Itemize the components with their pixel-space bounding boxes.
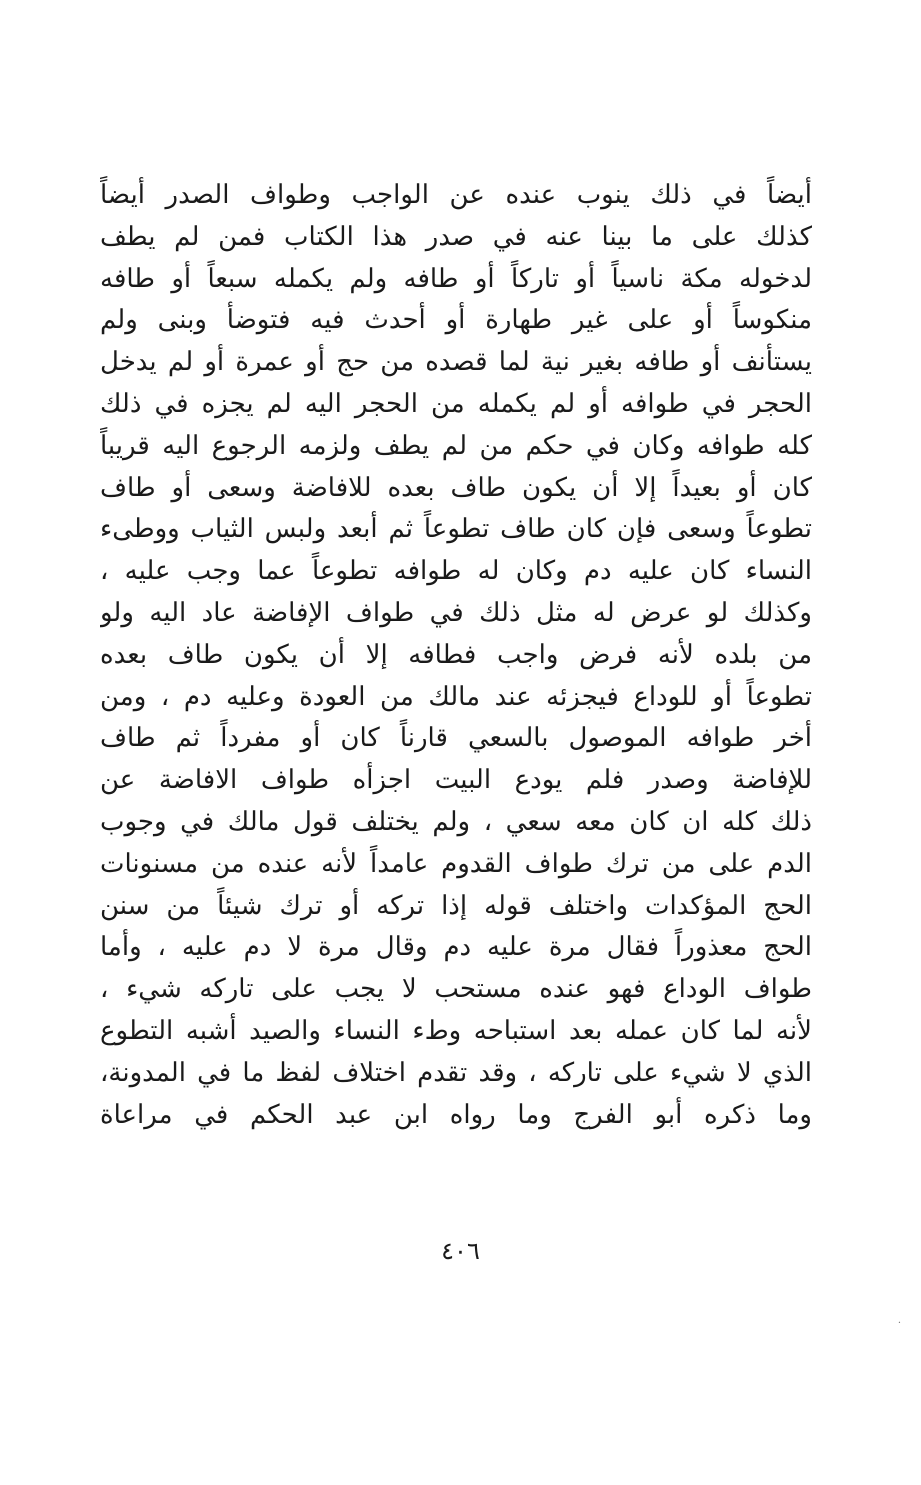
text-line: للإفاضة وصدر فلم يودع البيت اجزأه طواف الافاضة عن: [100, 765, 812, 796]
text-line: الحج معذوراً فقال مرة عليه دم وقال مرة لا دم عليه ، وأما: [100, 932, 812, 963]
scan-speck: ·: [897, 1318, 901, 1329]
text-line: طواف الوداع فهو عنده مستحب لا يجب على تاركه شيء ،: [100, 974, 812, 1005]
text-line: تطوعاً وسعى فإن كان طاف تطوعاً ثم أبعد ولبس الثياب ووطىء: [100, 514, 812, 545]
text-line: الذي لا شيء على تاركه ، وقد تقدم اختلاف لفظ ما في المدونة،: [100, 1057, 812, 1088]
text-line: من بلده لأنه فرض واجب فطافه إلا أن يكون طاف بعده: [100, 639, 812, 670]
text-line: يستأنف أو طافه بغير نية لما قصده من حج أو عمرة أو لم يدخل: [100, 347, 812, 378]
text-line: ذلك كله ان كان معه سعي ، ولم يختلف قول مالك في وجوب: [100, 806, 812, 837]
text-line: أخر طوافه الموصول بالسعي قارناً كان أو مفرداً ثم طاف: [100, 723, 812, 754]
page-number: ٤٠٦: [441, 1237, 480, 1265]
text-line: وكذلك لو عرض له مثل ذلك في طواف الإفاضة عاد اليه ولو: [100, 597, 812, 628]
text-line: أيضاً في ذلك ينوب عنده عن الواجب وطواف الصدر أيضاً: [100, 180, 812, 210]
text-line: لدخوله مكة ناسياً أو تاركاً أو طافه ولم يكمله سبعاً أو طافه: [100, 263, 812, 294]
text-line: كان أو بعيداً إلا أن يكون طاف بعده للافاضة وسعى أو طاف: [100, 472, 812, 503]
text-line: الحجر في طوافه أو لم يكمله من الحجر اليه لم يجزه في ذلك: [100, 388, 812, 419]
text-line: لأنه لما كان عمله بعد استباحه وطء النساء والصيد أشبه التطوع: [100, 1015, 812, 1046]
text-line: الحج المؤكدات واختلف قوله إذا تركه أو ترك شيئاً من سنن: [100, 890, 812, 921]
body-text: [100, 175, 812, 1136]
text-line: وما ذكره أبو الفرج وما رواه ابن عبد الحكم في مراعاة: [100, 1099, 812, 1130]
text-line: الدم على من ترك طواف القدوم عامداً لأنه عنده من مسنونات: [100, 848, 812, 879]
text-line: النساء كان عليه دم وكان له طوافه تطوعاً عما وجب عليه ،: [100, 556, 812, 587]
text-line: كله طوافه وكان في حكم من لم يطف ولزمه الرجوع اليه قريباً: [100, 430, 812, 461]
text-line: كذلك على ما بينا عنه في صدر هذا الكتاب فمن لم يطف: [100, 221, 812, 252]
text-line: تطوعاً أو للوداع فيجزئه عند مالك من العودة وعليه دم ، ومن: [100, 681, 812, 712]
text-line: منكوساً أو على غير طهارة أو أحدث فيه فتوضأ وبنى ولم: [100, 305, 812, 336]
